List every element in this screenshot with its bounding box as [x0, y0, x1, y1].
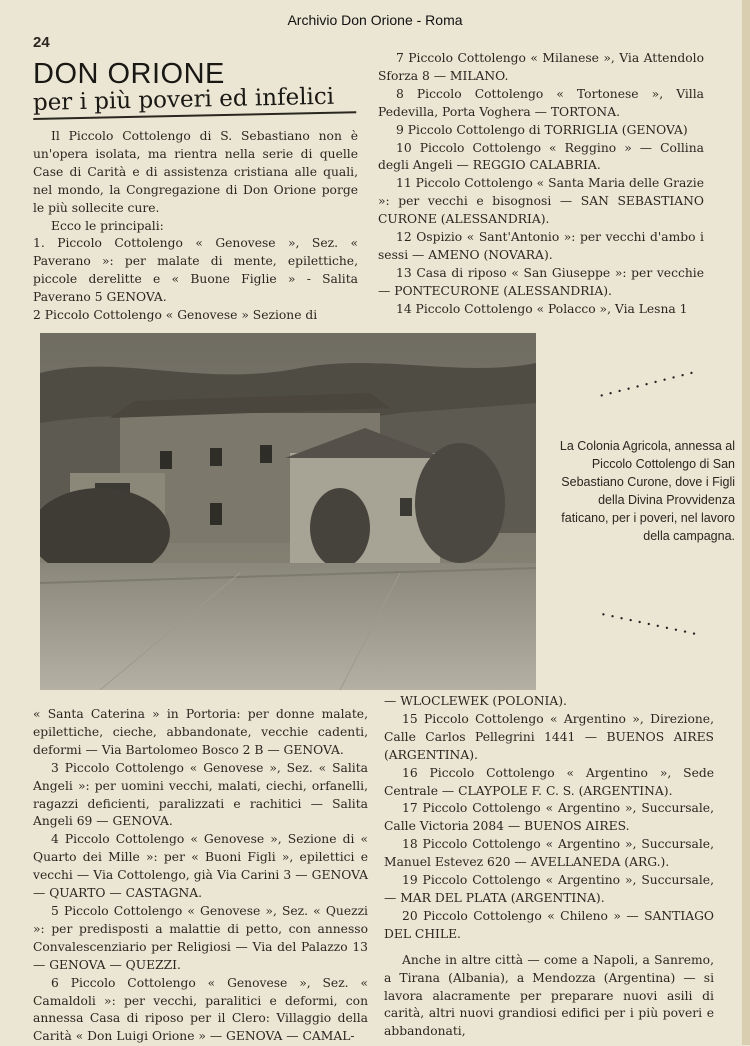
list-intro: Ecco le principali: — [51, 218, 164, 233]
list-item: 20 Piccolo Cottolengo « Chileno » — SANTIAGO DEL CHILE. — [384, 908, 714, 941]
intro-paragraph: Il Piccolo Cottolengo di S. Sebastiano non è un'opera isolata, ma rientra nella serie di quelle Case di Carità e di assistenza cristiana alle quali, nel mondo, la Congregazione di Don Orione porge le più sollecite cure. — [33, 129, 358, 215]
list-item: 6 Piccolo Cottolengo « Genovese », Sez. « Camaldoli »: per vecchi, paralitici e deformi, con annessa Casa di riposo per il Clero: Villaggio della Carità « Don Luigi Orione » — GENOVA — CAMAL- — [33, 975, 368, 1044]
archive-header: Archivio Don Orione - Roma — [287, 12, 463, 28]
list-item: 4 Piccolo Cottolengo « Genovese », Sezione di « Quarto dei Mille »: per « Buoni Figli », epilettici e vecchi — Via Cottolengo, già Via Carini 3 — GENOVA — QUARTO — CASTAGNA. — [33, 832, 368, 901]
farm-photo — [40, 333, 536, 690]
closing-paragraph: Anche in altre città — come a Napoli, a Sanremo, a Tirana (Albania), a Mendozza (Argentina) — si lavora alacramente per preparare nuovi asili di carità, altri nuovi grandiosi edifici per i più poveri e abbandonati, — [384, 952, 714, 1039]
list-item: 17 Piccolo Cottolengo « Argentino », Succursale, Calle Victoria 2084 — BUENOS AIRES. — [384, 801, 714, 834]
list-item: 5 Piccolo Cottolengo « Genovese », Sez. « Quezzi »: per predisposti a malattie di petto, con annesso Convalescenziario per Religiosi — Via del Palazzo 13 — GENOVA — QUEZZI. — [33, 903, 368, 972]
list-item: 11 Piccolo Cottolengo « Santa Maria delle Grazie »: per vecchi e bisognosi — SAN SEBASTIANO CURONE (ALESSANDRIA). — [378, 176, 704, 227]
list-item: 2 Piccolo Cottolengo « Genovese » Sezione di — [33, 308, 318, 323]
left-column-bottom — [33, 706, 368, 1046]
list-item: 18 Piccolo Cottolengo « Argentino », Succursale, Manuel Estevez 620 — AVELLANEDA (ARG.). — [384, 837, 714, 870]
right-column-bottom — [384, 693, 714, 1041]
list-item: 9 Piccolo Cottolengo di TORRIGLIA (GENOVA) — [396, 122, 688, 137]
page-edge — [742, 0, 750, 1045]
list-item: 14 Piccolo Cottolengo « Polacco », Via Lesna 1 — [396, 301, 688, 316]
decorative-dots: • • • • • • • • • • • — [600, 609, 699, 640]
list-item: 1. Piccolo Cottolengo « Genovese », Sez. « Paverano »: per malate di mente, epilettiche, piccole derelitte e « Buone Figlie » - Salita Paverano 5 GENOVA. — [33, 236, 358, 305]
list-item: 16 Piccolo Cottolengo « Argentino », Sede Centrale — CLAYPOLE F. C. S. (ARGENTINA). — [384, 765, 714, 798]
left-column-top — [33, 128, 358, 325]
article-subtitle: per i più poveri ed infelici — [33, 83, 357, 120]
list-item: 12 Ospizio « Sant'Antonio »: per vecchi d'ambo i sessi — AMENO (NOVARA). — [378, 230, 704, 262]
list-item: « Santa Caterina » in Portoria: per donne malate, epilettiche, cieche, abbandonate, vecchie cadenti, deformi — Via Bartolomeo Bosco 2 B — GENOVA. — [33, 707, 368, 757]
decorative-dots: • • • • • • • • • • • — [598, 368, 696, 401]
right-column-top — [378, 50, 704, 319]
list-item: 10 Piccolo Cottolengo « Reggino » — Collina degli Angeli — REGGIO CALABRIA. — [378, 140, 704, 173]
list-item: 19 Piccolo Cottolengo « Argentino », Succursale, — MAR DEL PLATA (ARGENTINA). — [384, 873, 714, 905]
list-item: 15 Piccolo Cottolengo « Argentino », Direzione, Calle Carlos Pellegrini 1441 — BUENOS AIRES (ARGENTINA). — [384, 711, 714, 762]
list-item: 13 Casa di riposo « San Giuseppe »: per vecchie — PONTECURONE (ALESSANDRIA). — [378, 265, 704, 298]
list-item: — WLOCLEWEK (POLONIA). — [384, 694, 567, 708]
list-item: 8 Piccolo Cottolengo « Tortonese », Villa Pedevilla, Porta Voghera — TORTONA. — [378, 86, 704, 119]
list-item: 7 Piccolo Cottolengo « Milanese », Via Attendolo Sforza 8 — MILANO. — [378, 51, 704, 83]
list-item: 3 Piccolo Cottolengo « Genovese », Sez. « Salita Angeli »: per uomini vecchi, malati, ciechi, orfanelli, ragazzi deficienti, paralizzati e rachitici — Salita Angeli 69 — GENOVA. — [33, 760, 368, 829]
article-title: DON ORIONE — [33, 58, 225, 90]
photo-caption: La Colonia Agricola, annessa al Piccolo Cottolengo di San Sebastiano Curone, dove i Figli della Divina Provvidenza faticano, per i poveri, nel lavoro della campagna. — [559, 439, 735, 543]
page-number: 24 — [33, 34, 50, 51]
